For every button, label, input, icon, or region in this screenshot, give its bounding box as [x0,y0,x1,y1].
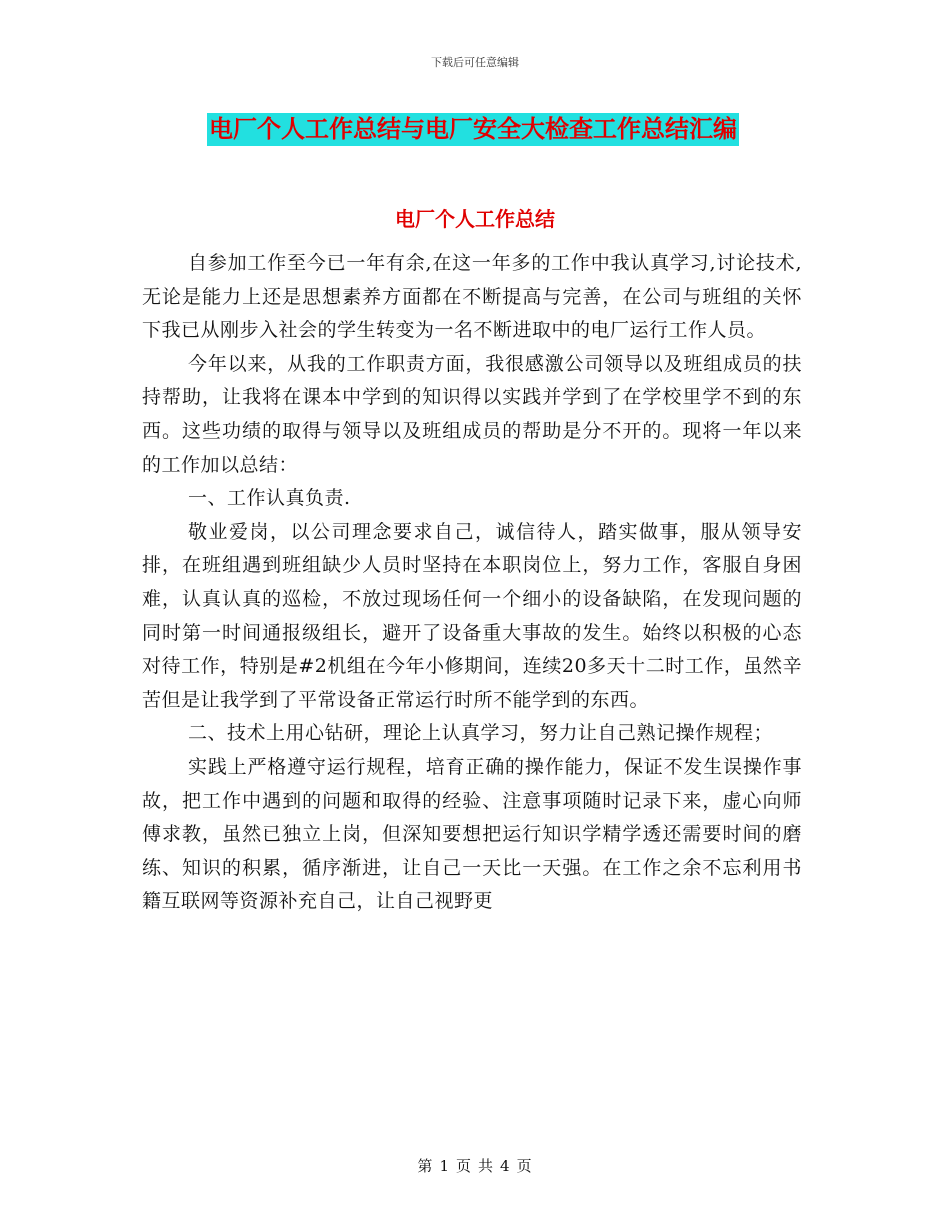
total-prefix: 共 [478,1157,495,1175]
paragraph: 二、技术上用心钻研，理论上认真学习，努力让自己熟记操作规程； [188,722,774,745]
page-label-prefix: 第 [417,1157,434,1175]
paragraph: 敬业爱岗，以公司理念要求自己，诚信待人，踏实做事，服从领导安排，在班组遇到班组缺少人员时坚持在本职岗位上，努力工作，客服自身困难，认真认真的巡检，不放过现场任何一个细小的设备缺陷，在发现问题的同时第一时间通报级组长，避开了设备重大事故的发生。始终以积极的心态对待工作，特别是#2机组在今年小修期间，连续20多天十二时工作，虽然辛苦但是让我学到了平常设备正常运行时所不能学到的东西。 [142,520,802,711]
page-footer [0,1155,950,1176]
header-note: 下载后可任意编辑 [431,56,519,69]
current-page: 1 [439,1157,450,1175]
page-label-mid: 页 [455,1157,472,1175]
paragraph: 自参加工作至今已一年有余,在这一年多的工作中我认真学习,讨论技术,无论是能力上还是思想素养方面都在不断提高与完善，在公司与班组的关怀下我已从刚步入社会的学生转变为一名不断进取中的电厂运行工作人员。 [142,252,802,342]
section-title: 电厂个人工作总结 [395,207,555,231]
body-text [142,247,802,919]
total-pages: 4 [500,1157,511,1175]
paragraph: 实践上严格遵守运行规程，培育正确的操作能力，保证不发生误操作事故，把工作中遇到的问题和取得的经验、注意事项随时记录下来，虚心向师傅求教，虽然已独立上岗，但深知要想把运行知识学精学透还需要时间的磨练、知识的积累，循序渐进，让自己一天比一天强。在工作之余不忘利用书籍互联网等资源补充自己，让自己视野更 [142,755,802,913]
document-title: 电厂个人工作总结与电厂安全大检查工作总结汇编 [207,113,739,146]
paragraph: 今年以来，从我的工作职责方面，我很感激公司领导以及班组成员的扶持帮助，让我将在课本中学到的知识得以实践并学到了在学校里学不到的东西。这些功绩的取得与领导以及班组成员的帮助是分不开的。现将一年以来的工作加以总结： [142,352,802,476]
paragraph: 一、工作认真负责. [188,487,351,510]
page-label-suffix: 页 [516,1157,533,1175]
